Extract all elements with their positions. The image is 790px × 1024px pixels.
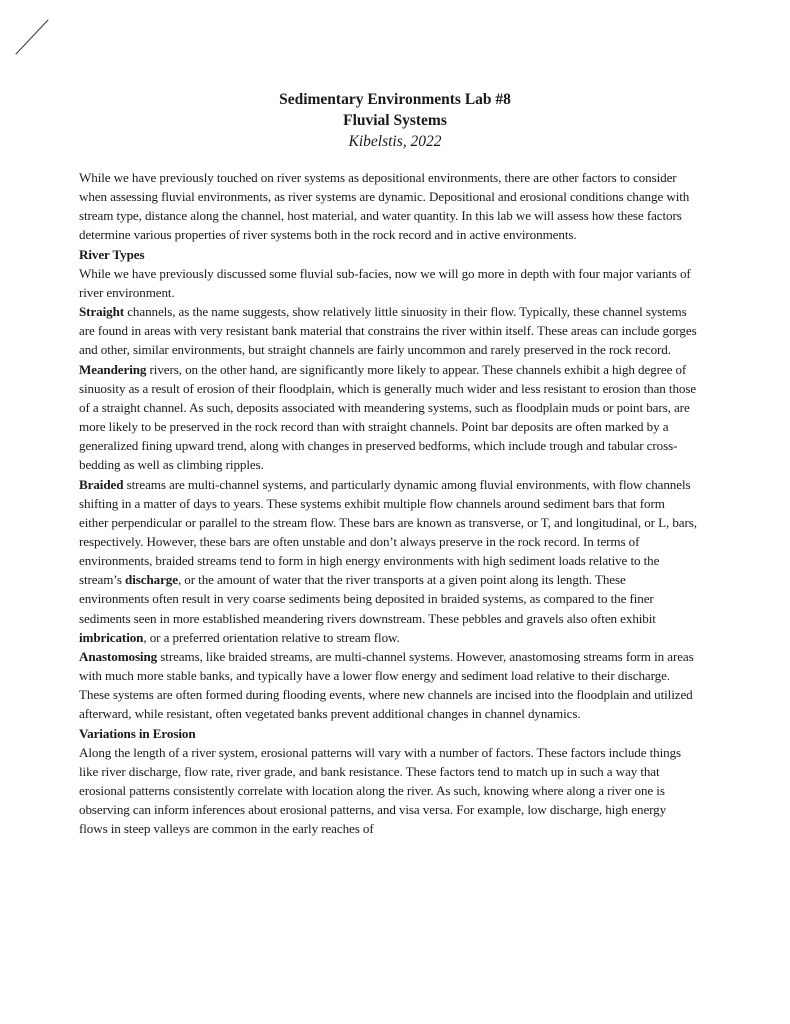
straight-paragraph <box>79 302 697 359</box>
anastomosing-term: Anastomosing <box>79 648 158 664</box>
pen-stroke-mark <box>14 18 50 56</box>
straight-text: channels, as the name suggests, show relatively little sinuosity in their flow. Typically, these channel systems are found in areas with very resistant bank material that constrains the river within itself. These areas can include gorges and other, similar environments, but straight channels are fairly uncommon and rarely preserved in the rock record. <box>79 304 697 358</box>
river-types-heading: River Types <box>79 246 145 262</box>
imbrication-term: imbrication <box>79 629 144 645</box>
braided-text-1: streams are multi-channel systems, and particularly dynamic among fluvial environments, with flow channels shifting in a matter of days to years. These systems exhibit multiple flow channels around sediment bars that form either perpendicular or parallel to the stream flow. These bars are known as transverse, or T, and longitudinal, or L, bars, respectively. However, these bars are often unstable and don’t always preserve in the rock record. In terms of environments, braided streams tend to form in high energy environments with high sediment loads relative to the stream’s <box>79 476 697 588</box>
meandering-text: rivers, on the other hand, are significantly more likely to appear. These channels exhibit a high degree of sinuosity as a result of erosion of their floodplain, which is generally much wider and less resistant to erosion than those of a straight channel. As such, deposits associated with meandering systems, such as floodplain muds or point bars, are more likely to be preserved in the rock record than with straight channels. Point bar deposits are often marked by a generalized fining upward trend, along with changes in preserved bedforms, which include trough and tabular cross-bedding as well as climbing ripples. <box>79 361 697 473</box>
meandering-paragraph <box>79 360 697 475</box>
anastomosing-text: streams, like braided streams, are multi-channel systems. However, anastomosing streams form in areas with much more stable banks, and typically have a lower flow energy and sediment load relative to their discharge. These systems are often formed during flooding events, where new channels are incised into the floodplain and utilized afterward, while resistant, often vegetated banks prevent additional changes in channel dynamics. <box>79 648 694 722</box>
braided-text-2: , or the amount of water that the river transports at a given point along its length. These environments often result in very coarse sediments being deposited in braided systems, as compared to the finer sediments seen in more established meandering rivers downstream. These pebbles and gravels also often exhibit <box>79 572 656 626</box>
river-types-intro: While we have previously discussed some fluvial sub-facies, now we will go more in depth with four major variants of river environment. <box>79 265 691 300</box>
anastomosing-paragraph <box>79 647 697 724</box>
document-header <box>0 89 790 152</box>
document-body <box>79 168 697 838</box>
erosion-paragraph: Along the length of a river system, erosional patterns will vary with a number of factors. These factors include things like river discharge, flow rate, river grade, and bank resistance. These factors tend to match up in such a way that erosional patterns consistently correlate with location along the river. As such, knowing where along a river one is observing can inform inferences about erosional patterns, and visa versa. For example, low discharge, high energy flows in steep valleys are common in the early reaches of <box>79 744 682 837</box>
straight-term: Straight <box>79 304 125 320</box>
lab-title: Sedimentary Environments Lab #8 <box>279 91 511 108</box>
braided-text-3: , or a preferred orientation relative to stream flow. <box>143 629 400 645</box>
discharge-term: discharge <box>125 572 178 588</box>
author-byline: Kibelstis, 2022 <box>348 133 442 150</box>
braided-term: Braided <box>79 476 124 492</box>
meandering-term: Meandering <box>79 361 147 377</box>
erosion-heading: Variations in Erosion <box>79 725 196 741</box>
intro-paragraph: While we have previously touched on river systems as depositional environments, there are other factors to consider when assessing fluvial environments, as river systems are dynamic. Depositional and erosional conditions change with stream type, distance along the channel, host material, and water quantity. In this lab we will assess how these factors determine various properties of river systems both in the rock record and in active environments. <box>79 170 690 243</box>
braided-paragraph <box>79 475 697 647</box>
lab-subtitle: Fluvial Systems <box>343 112 447 129</box>
